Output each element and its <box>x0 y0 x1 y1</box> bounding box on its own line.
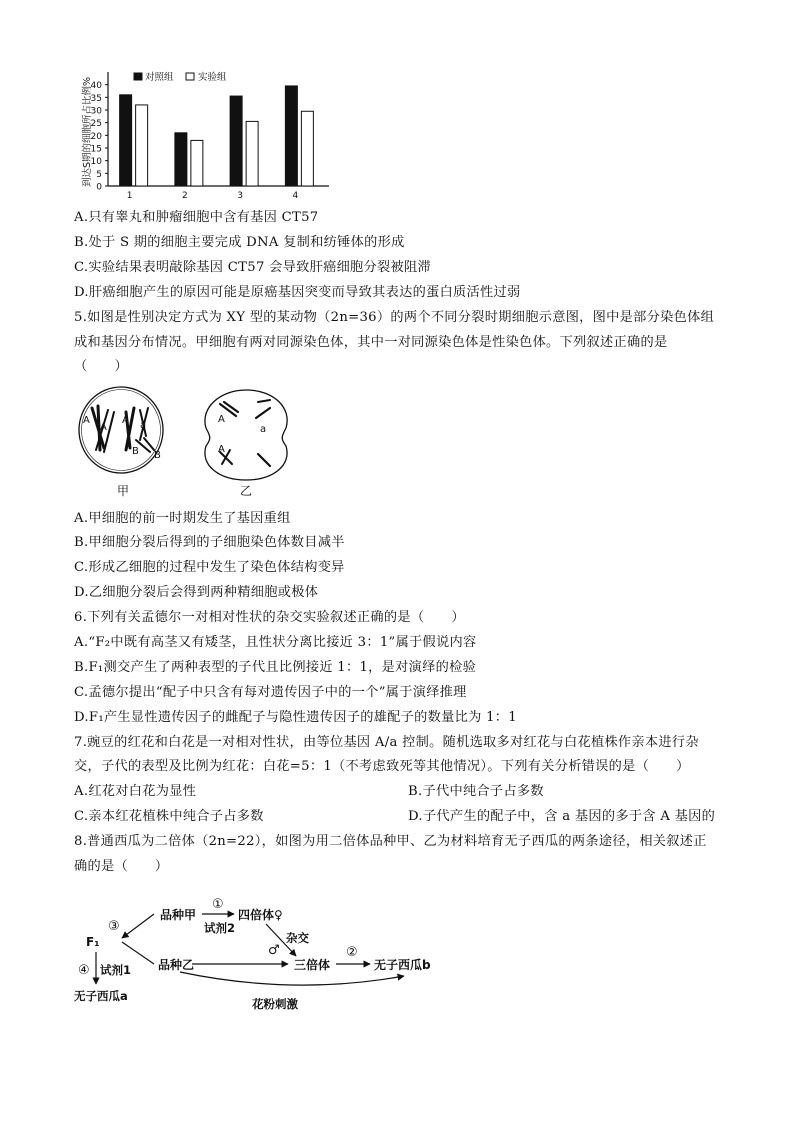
q6-option-d: D.F₁产生显性遗传因子的雌配子与隐性遗传因子的雄配子的数量比为 1：1 <box>74 710 517 725</box>
q7-stem-line2: 交，子代的表型及比例为红花：白花=5：1（不考虑致死等其他情况）。下列有关分析错误的是（ ） <box>74 759 690 774</box>
cell-jia <box>79 387 163 473</box>
seedless-b: 无子西瓜b <box>374 958 431 972</box>
y-tick-label: 0 <box>96 182 102 193</box>
seedless-watermelon-diagram <box>74 884 444 1014</box>
q4-option-a: A.只有睾丸和肿瘤细胞中含有基因 CT57 <box>74 210 319 225</box>
gene-label-A: A <box>218 444 225 455</box>
q7-option-b: B.子代中纯合子占多数 <box>408 784 544 799</box>
y-axis-label: 到达S期的细胞所占比例% <box>82 76 93 188</box>
q5-stem-line1: 5.如图是性别决定方式为 XY 型的某动物（2n=36）的两个不同分裂时期细胞示意图，图中是部分染色体组 <box>74 310 715 325</box>
q7-stem-line1: 7.豌豆的红花和白花是一对相对性状，由等位基因 A/a 控制。随机选取多对红花与白花植株作亲本进行杂 <box>74 735 699 750</box>
f1-label: F₁ <box>86 935 100 949</box>
bar-experiment <box>246 121 258 186</box>
y-tick-label: 10 <box>90 157 102 168</box>
gene-label-a: a <box>260 424 267 435</box>
q6-option-c: C.孟德尔提出“配子中只含有每对遗传因子中的一个”属于演绎推理 <box>74 685 467 700</box>
gene-label-A: A <box>122 415 129 426</box>
q5-option-c: C.形成乙细胞的过程中发生了染色体结构变异 <box>74 560 345 575</box>
cross-label: 杂交 <box>286 931 309 945</box>
bar-control <box>120 95 132 186</box>
q4-option-d: D.肝癌细胞产生的原因可能是原癌基因突变而导致其表达的蛋白质活性过弱 <box>74 285 521 300</box>
step-4-marker: ④ <box>78 963 90 978</box>
y-tick-label: 40 <box>90 81 102 92</box>
legend-label-control: 对照组 <box>145 72 174 83</box>
step-2-marker: ② <box>346 945 358 960</box>
q6-stem: 6.下列有关孟德尔一对相对性状的杂交实验叙述正确的是（ ） <box>74 610 465 625</box>
bar-control <box>175 133 187 186</box>
y-tick-label: 30 <box>90 106 102 117</box>
y-tick-label: 25 <box>90 119 102 130</box>
gene-label-A: A <box>83 415 90 426</box>
cell-yi-label: 乙 <box>240 484 253 498</box>
bar-chart <box>74 64 344 204</box>
bar-control <box>230 96 242 186</box>
q4-option-b: B.处于 S 期的细胞主要完成 DNA 复制和纺锤体的形成 <box>74 235 405 250</box>
bar-experiment <box>191 140 203 186</box>
triploid-label: 三倍体 <box>294 958 331 972</box>
q8-stem-line1: 8.普通西瓜为二倍体（2n=22），如图为用二倍体品种甲、乙为材料培育无子西瓜的两条途径，相关叙述正 <box>74 834 707 849</box>
variety-yi: 品种乙 <box>158 958 195 972</box>
gene-label-A: A <box>218 414 225 425</box>
q7-option-a: A.红花对白花为显性 <box>74 784 197 799</box>
tetraploid-label: 四倍体♀ <box>238 908 283 922</box>
reagent-2: 试剂2 <box>204 921 236 935</box>
x-tick-label: 2 <box>182 191 188 201</box>
q5-option-d: D.乙细胞分裂后会得到两种精细胞或极体 <box>74 585 319 600</box>
gene-label-a: a <box>140 420 147 431</box>
q6-option-b: B.F₁测交产生了两种表型的子代且比例接近 1：1，是对演绎的检验 <box>74 660 477 675</box>
variety-jia: 品种甲 <box>160 908 197 922</box>
q7-option-c: C.亲本红花植株中纯合子占多数 <box>74 809 264 824</box>
q8-stem-line2: 确的是（ ） <box>74 859 169 874</box>
legend-swatch-control <box>134 73 142 80</box>
male-symbol: ♂ <box>268 943 280 958</box>
step-3-marker: ③ <box>108 919 120 934</box>
y-tick-label: 35 <box>90 93 102 104</box>
pollen-stimulation: 花粉刺激 <box>252 997 298 1011</box>
q5-option-b: B.甲细胞分裂后得到的子细胞染色体数目减半 <box>74 535 345 550</box>
q7-option-d: D.子代产生的配子中，含 a 基因的多于含 A 基因的 <box>408 809 716 824</box>
q5-option-a: A.甲细胞的前一时期发生了基因重组 <box>74 511 291 526</box>
cell-division-figure <box>74 380 304 508</box>
legend-swatch-experiment <box>186 73 194 80</box>
q5-stem-line3: （ ） <box>74 359 128 374</box>
legend-label-experiment: 实验组 <box>198 72 227 83</box>
bar-control <box>285 86 297 186</box>
gene-label-A: A <box>100 422 107 433</box>
q4-option-c: C.实验结果表明敲除基因 CT57 会导致肝癌细胞分裂被阻滞 <box>74 260 431 275</box>
reagent-1: 试剂1 <box>100 963 132 977</box>
x-tick-label: 4 <box>292 191 299 201</box>
x-tick-label: 1 <box>126 191 133 201</box>
bar-experiment <box>136 105 148 186</box>
step-1-marker: ① <box>212 897 224 912</box>
y-tick-label: 15 <box>90 144 102 155</box>
y-tick-label: 5 <box>96 169 102 180</box>
bar-experiment <box>301 111 313 186</box>
gene-label-B: B <box>132 446 139 457</box>
cell-yi <box>205 390 287 480</box>
chart-legend <box>134 71 227 83</box>
gene-label-B: B <box>154 450 161 461</box>
q6-option-a: A.“F₂中既有高茎又有矮茎，且性状分离比接近 3：1”属于假说内容 <box>74 635 477 650</box>
y-tick-label: 20 <box>90 131 102 142</box>
cell-jia-label: 甲 <box>117 484 130 498</box>
seedless-a: 无子西瓜a <box>74 989 128 1003</box>
q5-stem-line2: 成和基因分布情况。甲细胞有两对同源染色体，其中一对同源染色体是性染色体。下列叙述正确的是 <box>74 335 668 350</box>
x-tick-label: 3 <box>237 191 243 201</box>
